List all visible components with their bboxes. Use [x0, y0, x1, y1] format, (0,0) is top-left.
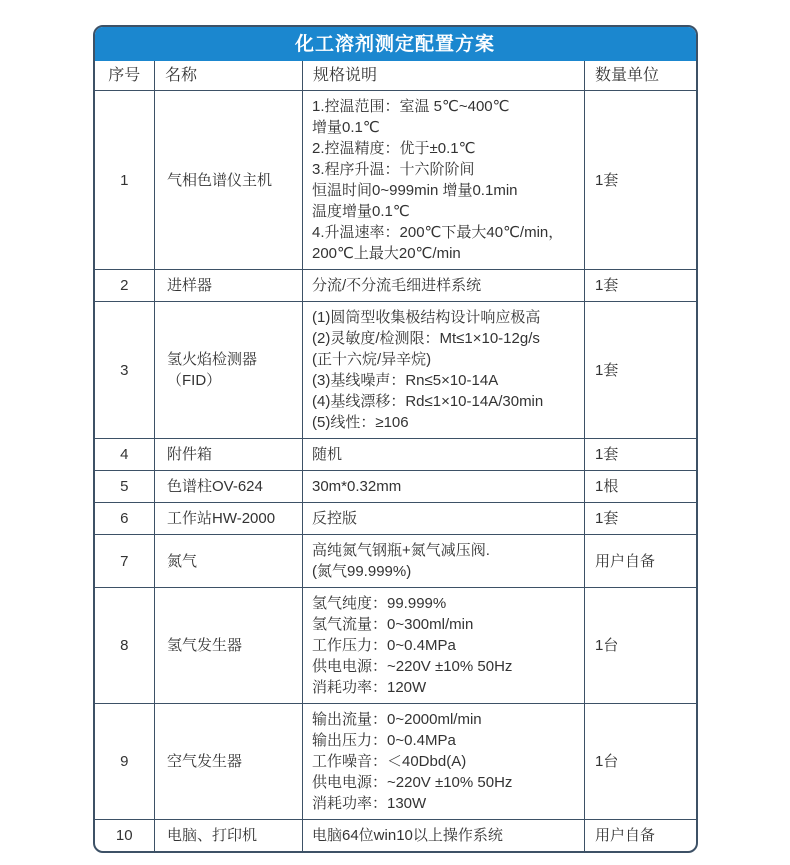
row-name: 工作站HW-2000 [155, 503, 303, 535]
spec-line: 3.程序升温：十六阶阶间 [312, 161, 475, 178]
row-spec [303, 91, 585, 270]
row-spec [303, 820, 585, 852]
row-name: 气相色谱仪主机 [155, 91, 303, 270]
row-name: 氮气 [155, 535, 303, 588]
header-quantity: 数量单位 [585, 61, 696, 91]
row-quantity: 1台 [585, 704, 696, 820]
spec-line: (2)灵敏度/检测限：Mt≤1×10-12g/s [312, 330, 540, 347]
row-index: 1 [95, 91, 155, 270]
spec-line: 增量0.1℃ [312, 119, 380, 136]
row-quantity: 1台 [585, 588, 696, 704]
config-table [95, 61, 696, 851]
row-index: 7 [95, 535, 155, 588]
row-quantity: 1套 [585, 270, 696, 302]
row-index: 6 [95, 503, 155, 535]
spec-line: 工作压力：0~0.4MPa [312, 637, 456, 654]
row-name: 色谱柱OV-624 [155, 471, 303, 503]
header-index: 序号 [95, 61, 155, 91]
header-spec: 规格说明 [303, 61, 585, 91]
spec-line: (正十六烷/异辛烷) [312, 351, 432, 368]
spec-line: (3)基线噪声：Rn≤5×10-14A [312, 372, 499, 389]
row-spec [303, 535, 585, 588]
row-spec [303, 270, 585, 302]
sheet-title: 化工溶剂测定配置方案 [95, 27, 696, 61]
row-spec [303, 302, 585, 439]
row-quantity: 1套 [585, 91, 696, 270]
spec-line: (4)基线漂移：Rd≤1×10-14A/30min [312, 393, 544, 410]
table-row [95, 588, 696, 704]
spec-line: 高纯氮气钢瓶+氮气减压阀. [312, 542, 490, 559]
row-index: 5 [95, 471, 155, 503]
row-quantity: 1套 [585, 302, 696, 439]
row-quantity: 1套 [585, 439, 696, 471]
row-index: 8 [95, 588, 155, 704]
row-index: 4 [95, 439, 155, 471]
spec-line: (氮气99.999%) [312, 563, 412, 580]
row-spec [303, 588, 585, 704]
row-spec [303, 439, 585, 471]
row-spec [303, 503, 585, 535]
spec-sheet-card [93, 25, 698, 853]
header-name: 名称 [155, 61, 303, 91]
header-row [95, 61, 696, 91]
spec-line: 消耗功率：120W [312, 679, 427, 696]
spec-line: (1)圆筒型收集极结构设计响应极高 [312, 309, 541, 326]
spec-line: 反控版 [312, 510, 358, 527]
row-spec [303, 471, 585, 503]
row-name: 空气发生器 [155, 704, 303, 820]
table-row [95, 302, 696, 439]
row-name: 氢火焰检测器（FID） [155, 302, 303, 439]
row-name: 附件箱 [155, 439, 303, 471]
row-index: 10 [95, 820, 155, 852]
spec-line: 输出压力：0~0.4MPa [312, 732, 456, 749]
spec-line: 分流/不分流毛细进样系统 [312, 277, 482, 294]
table-row [95, 820, 696, 852]
table-row [95, 91, 696, 270]
table-body [95, 91, 696, 852]
spec-line: 30m*0.32mm [312, 478, 402, 495]
row-name: 进样器 [155, 270, 303, 302]
row-spec [303, 704, 585, 820]
spec-line: 2.控温精度：优于±0.1℃ [312, 140, 476, 157]
row-quantity: 1套 [585, 503, 696, 535]
spec-line: 温度增量0.1℃ [312, 203, 410, 220]
row-quantity: 用户自备 [585, 535, 696, 588]
table-row [95, 535, 696, 588]
table-row [95, 439, 696, 471]
spec-line: 供电电源：~220V ±10% 50Hz [312, 774, 513, 791]
row-index: 2 [95, 270, 155, 302]
spec-line: 4.升温速率：200℃下最大40℃/min， [312, 224, 564, 241]
table-row [95, 704, 696, 820]
spec-line: 200℃上最大20℃/min [312, 245, 461, 262]
table-row [95, 503, 696, 535]
spec-line: 恒温时间0~999min 增量0.1min [312, 182, 518, 199]
spec-line: 1.控温范围：室温 5℃~400℃ [312, 98, 510, 115]
spec-line: 电脑64位win10以上操作系统 [312, 827, 503, 844]
row-name: 电脑、打印机 [155, 820, 303, 852]
row-index: 9 [95, 704, 155, 820]
table-row [95, 270, 696, 302]
row-quantity: 1根 [585, 471, 696, 503]
spec-line: 输出流量：0~2000ml/min [312, 711, 482, 728]
spec-line: 工作噪音：＜40Dbd(A) [312, 753, 467, 770]
spec-line: (5)线性：≥106 [312, 414, 409, 431]
spec-line: 消耗功率：130W [312, 795, 427, 812]
spec-line: 氢气纯度：99.999% [312, 595, 447, 612]
table-row [95, 471, 696, 503]
spec-line: 氢气流量：0~300ml/min [312, 616, 474, 633]
row-name: 氢气发生器 [155, 588, 303, 704]
row-quantity: 用户自备 [585, 820, 696, 852]
spec-line: 供电电源：~220V ±10% 50Hz [312, 658, 513, 675]
spec-line: 随机 [312, 446, 343, 463]
row-index: 3 [95, 302, 155, 439]
